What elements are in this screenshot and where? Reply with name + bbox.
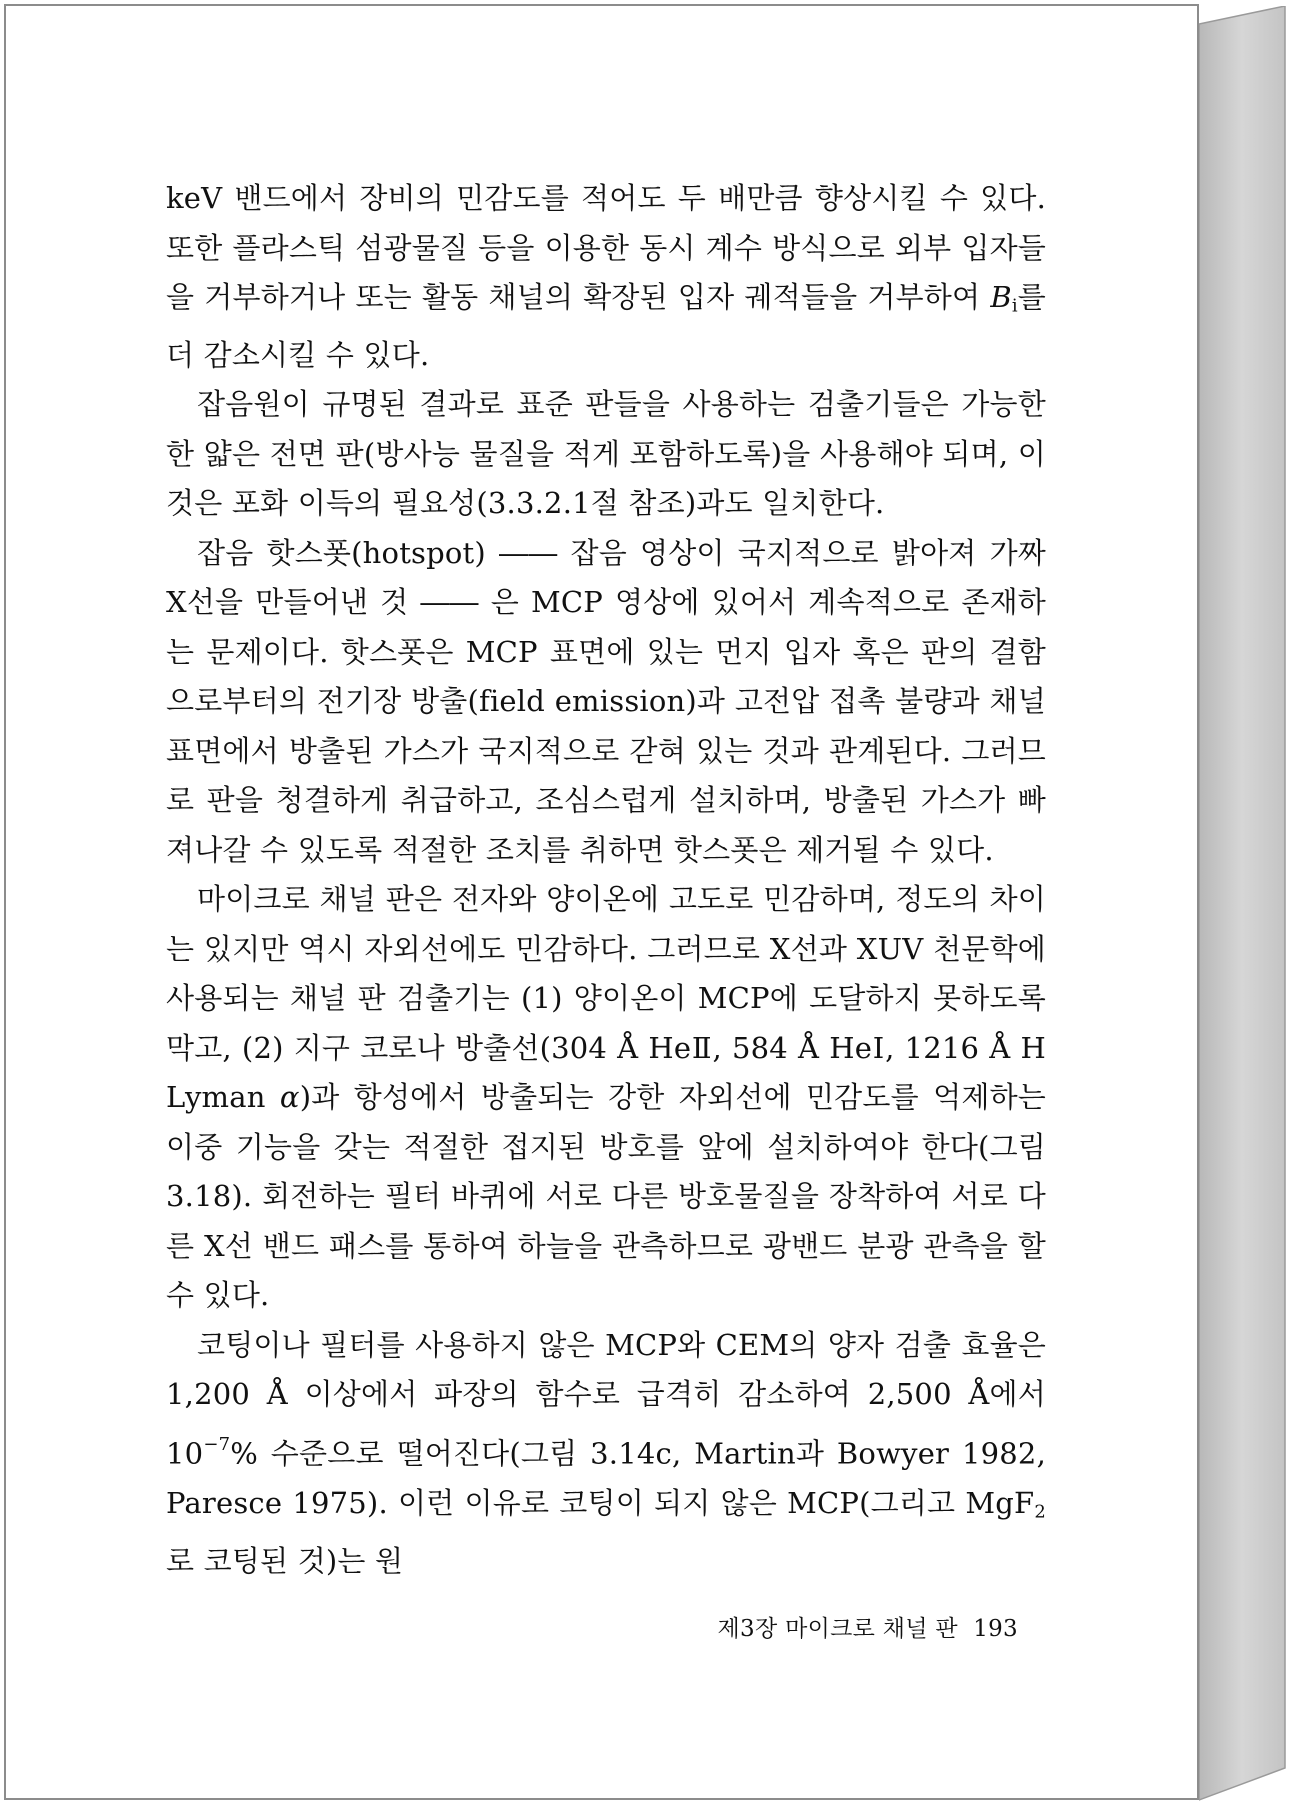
exponent: −7	[203, 1433, 231, 1455]
paragraph-1-text-a: keV 밴드에서 장비의 민감도를 적어도 두 배만큼 향상시킬 수 있다. 또한 플라스틱 섬광물질 등을 이용한 동시 계수 방식으로 외부 입자들을 거부하거나 또는 활동 채널의 확장된 입자 궤적들을 거부하여	[166, 181, 1046, 314]
mgf2-subscript: 2	[1034, 1501, 1046, 1523]
variable-b: B	[990, 280, 1012, 314]
alpha-symbol: α	[279, 1080, 300, 1115]
book-edge-shape	[1199, 6, 1289, 1802]
paragraph-4-text-a: 마이크로 채널 판은 전자와 양이온에 고도로 민감하며, 정도의 차이는 있지만 역시 자외선에도 민감하다. 그러므로 X선과 XUV 천문학에 사용되는 채널 판 검출기는 (1) 양이온이 MCP에 도달하지 못하도록 막고, (2) 지구 코로나 방출선(304 Å HeⅡ, 584 Å HeⅠ, 1216 Å H Lyman	[166, 882, 1046, 1115]
book-page	[4, 4, 1199, 1800]
paragraph-4-text-b: )과 항성에서 방출되는 강한 자외선에 민감도를 억제하는 이중 기능을 갖는 적절한 접지된 방호를 앞에 설치하여야 한다(그림 3.18). 회전하는 필터 바퀴에 서로 다른 방호물질을 장착하여 서로 다른 X선 밴드 패스를 통하여 하늘을 관측하므로 광밴드 분광 관측을 할 수 있다.	[166, 1080, 1046, 1313]
variable-b-subscript: i	[1011, 295, 1018, 317]
body-text	[166, 174, 1046, 1586]
paragraph-5-text-a: 코팅이나 필터를 사용하지 않은 MCP와 CEM의 양자 검출 효율은 1,200 Å 이상에서 파장의 함수로 급격히 감소하여 2,500 Å에서 10	[166, 1327, 1046, 1471]
paragraph-4	[166, 875, 1046, 1321]
page-footer	[706, 1610, 1018, 1643]
paragraph-3: 잡음 핫스폿(hotspot) ―― 잡음 영상이 국지적으로 밝아져 가짜 X선을 만들어낸 것 ―― 은 MCP 영상에 있어서 계속적으로 존재하는 문제이다. 핫스폿은 MCP 표면에 있는 먼지 입자 혹은 판의 결함으로부터의 전기장 방출(field emission)과 고전압 접촉 불량과 채널 표면에서 방출된 가스가 국지적으로 갇혀 있는 것과 관계된다. 그러므로 판을 청결하게 취급하고, 조심스럽게 설치하며, 방출된 가스가 빠져나갈 수 있도록 적절한 조치를 취하면 핫스폿은 제거될 수 있다.	[166, 535, 1046, 867]
paragraph-1	[166, 174, 1046, 380]
paragraph-5-text-b: % 수준으로 떨어진다(그림 3.14c, Martin과 Bowyer 1982, Paresce 1975). 이런 이유로 코팅이 되지 않은 MCP(그리고 MgF	[166, 1436, 1046, 1520]
page-number: 193	[973, 1616, 1018, 1642]
paragraph-5	[166, 1321, 1046, 1586]
paragraph-5-text-c: 로 코팅된 것)는 원	[166, 1543, 404, 1578]
chapter-title: 제3장 마이크로 채널 판	[717, 1616, 958, 1642]
paragraph-1-text-b: 를 더 감소시킬 수 있다.	[166, 280, 1046, 372]
paragraph-2: 잡음원이 규명된 결과로 표준 판들을 사용하는 검출기들은 가능한 한 얇은 전면 판(방사능 물질을 적게 포함하도록)을 사용해야 되며, 이것은 포화 이득의 필요성(3.3.2.1절 참조)과도 일치한다.	[166, 387, 1046, 521]
book-edge	[1199, 6, 1289, 1802]
